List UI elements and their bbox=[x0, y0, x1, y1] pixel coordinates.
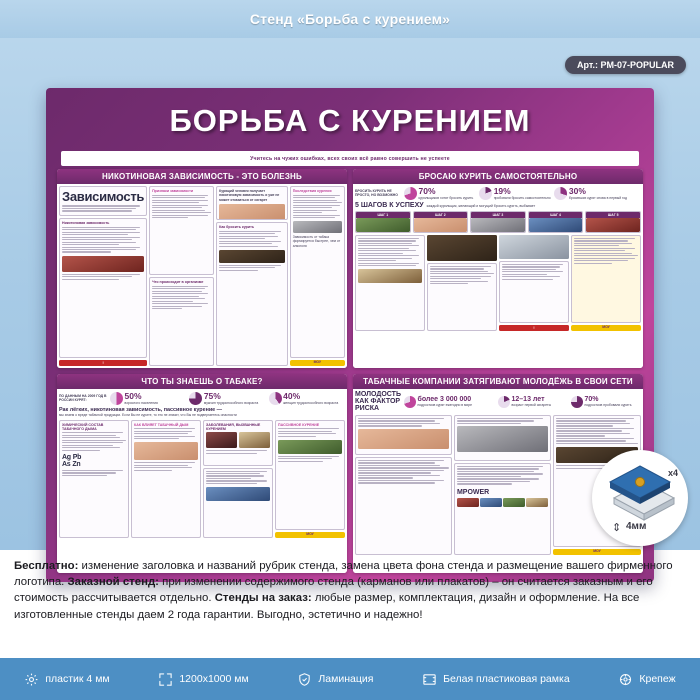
panel-2-steps bbox=[355, 211, 641, 233]
shield-icon bbox=[297, 672, 312, 687]
panel-4-stat-3-caption: подростков пробовали курить bbox=[584, 402, 632, 407]
panel-3-title: ЧТО ТЫ ЗНАЕШЬ О ТАБАКЕ? bbox=[57, 374, 347, 389]
panel-1-note: Зависимость от табака формируется быстрее, чем от алкоголя bbox=[292, 235, 341, 248]
stand-slogan: Учитесь на чужих ошибках, всех своих всё равно совершить не успеете bbox=[61, 151, 639, 166]
panel-3-body bbox=[57, 389, 347, 573]
thickness-count: x4 bbox=[667, 468, 678, 478]
panel-2-step-3 bbox=[470, 211, 526, 233]
panel-quit-smoking bbox=[353, 169, 643, 368]
free-label: Бесплатно: bbox=[14, 560, 79, 572]
panel-1-logo-badge: МОУ bbox=[290, 360, 345, 366]
footer-item-frame bbox=[422, 672, 570, 687]
panel-3-stat-3-value: 40% bbox=[283, 391, 301, 401]
panel-2-stat-1-value: 70% bbox=[418, 186, 436, 196]
panel-3-subtitle: Рак лёгких, никотиновая зависимость, пассивное курение — bbox=[59, 407, 223, 414]
panel-2-steps-note: каждый курильщик, желающий и могущий бросить курить, выбывает bbox=[426, 204, 536, 209]
panel-4-stat-1-caption: подростков курят ежегодно в мире bbox=[417, 402, 473, 407]
order-text: любые размер, комплектация, дизайн и оформление. На все изготовленные стенды даем 2 года гарантии. Выгодно, эстетично и надежно! bbox=[14, 592, 640, 621]
stand-title-band bbox=[55, 95, 645, 147]
panel-3-stat-3-caption: женщин трудоспособного возраста bbox=[283, 401, 339, 405]
panel-2-alert: ! bbox=[499, 325, 569, 331]
gear-icon bbox=[24, 672, 39, 687]
panel-4-stat-3-value: 70% bbox=[584, 395, 599, 403]
panel-3-stat-1-value: 50% bbox=[124, 391, 142, 401]
panel-4-logo-badge: МОУ bbox=[553, 549, 641, 555]
panel-3-element-2: Pb bbox=[72, 453, 82, 461]
article-code: PM-07-POPULAR bbox=[600, 60, 674, 70]
panel-2-step-5-label: ШАГ 5 bbox=[586, 212, 640, 218]
panel-1-sub-caption: Курящий человек получает никотиновую зависимость и уже не может отказаться от сигарет bbox=[219, 189, 280, 202]
panel-2-step-1 bbox=[355, 211, 411, 233]
order-label: Стенды на заказ: bbox=[214, 592, 312, 605]
panel-2-step-4 bbox=[528, 211, 584, 233]
panel-2-logo-badge: МОУ bbox=[571, 325, 641, 331]
panel-1-block-3: Что происходит в организме bbox=[152, 280, 204, 284]
panel-tobacco-knowledge bbox=[57, 374, 347, 573]
footer-label-fastener: Крепеж bbox=[639, 673, 676, 685]
thickness-arrow-icon: ⇕ bbox=[612, 522, 622, 534]
footer-bar bbox=[0, 658, 700, 700]
footer-item-material bbox=[24, 672, 109, 687]
custom-label: Заказной стенд: bbox=[67, 576, 159, 589]
panel-3-block-2: КАК ВЛИЯЕТ ТАБАЧНЫЙ ДЫМ bbox=[134, 422, 189, 427]
panel-2-step-2 bbox=[413, 211, 469, 233]
top-bar bbox=[0, 0, 700, 38]
frame-icon bbox=[422, 672, 437, 687]
panel-1-block-2: Признаки зависимости bbox=[152, 189, 194, 193]
footer-label-material: пластик 4 мм bbox=[45, 673, 110, 685]
stand-board bbox=[46, 88, 654, 582]
panel-2-step-1-label: ШАГ 1 bbox=[356, 212, 410, 218]
panel-3-subtitle-2: мы знаем о вреде табачной продукции. Если Вы не курите, то это не значит, что Вы не подвергаетесь опасности bbox=[59, 413, 237, 418]
custom-text: при изменении содержимого стенда (карманов или плакатов) – он считается заказным и его стоимость рассчитывается отдельно. bbox=[14, 576, 653, 605]
panel-3-element-1: Ag bbox=[62, 453, 71, 461]
stand-main-title: БОРЬБА С КУРЕНИЕМ bbox=[169, 103, 531, 138]
panel-3-data-note: ПО ДАННЫМ НА 2009 ГОД В РОССИИ КУРЯТ: bbox=[59, 393, 107, 403]
panel-3-block-4: ПАССИВНОЕ КУРЕНИЕ bbox=[278, 422, 320, 427]
panel-4-mpower: MPOWER bbox=[456, 488, 490, 496]
panel-3-block-3: ЗАБОЛЕВАНИЯ, ВЫЗВАННЫЕ КУРЕНИЕМ bbox=[206, 422, 261, 431]
arrows-icon bbox=[158, 672, 173, 687]
article-badge bbox=[565, 56, 686, 74]
panel-3-element-3: As bbox=[62, 460, 71, 468]
panel-4-stat-2-caption: возраст первой сигареты bbox=[511, 402, 552, 407]
footer-label-lamination: Ламинация bbox=[318, 673, 374, 685]
panel-4-stat-2-value: 12–13 лет bbox=[511, 395, 545, 403]
panel-2-step-3-label: ШАГ 3 bbox=[471, 212, 525, 218]
panel-4-stat-1-value: более 3 000 000 bbox=[417, 395, 472, 403]
footer-label-size: 1200x1000 мм bbox=[179, 673, 249, 685]
panel-3-stat-2-value: 75% bbox=[203, 391, 221, 401]
panel-2-stat-2-value: 19% bbox=[493, 186, 511, 196]
panel-nicotine-addiction bbox=[57, 169, 347, 368]
description-text bbox=[0, 550, 700, 642]
panel-3-block-1: ХИМИЧЕСКИЙ СОСТАВ ТАБАЧНОГО ДЫМА bbox=[62, 422, 104, 431]
page-title: Стенд «Борьба с курением» bbox=[249, 11, 451, 27]
footer-item-fastener bbox=[618, 672, 675, 687]
panel-2-intro: БРОСИТЬ КУРИТЬ НЕ ПРОСТО, НО ВОЗМОЖНО bbox=[355, 188, 398, 198]
panel-1-block-4: Как бросить курить bbox=[219, 225, 255, 229]
panel-2-stat-3-value: 30% bbox=[568, 186, 586, 196]
footer-label-frame: Белая пластиковая рамка bbox=[443, 673, 570, 685]
panel-3-element-4: Zn bbox=[72, 460, 81, 468]
footer-item-size bbox=[158, 672, 248, 687]
panel-1-block-5: Последствия курения bbox=[292, 189, 332, 193]
panel-2-stat-3-caption: бросивших курят снова в первый год bbox=[568, 196, 628, 200]
stand-panels-grid bbox=[57, 169, 643, 573]
panel-2-step-4-label: ШАГ 4 bbox=[529, 212, 583, 218]
thickness-badge bbox=[592, 450, 688, 546]
panel-3-stat-1-caption: взрослого населения bbox=[124, 401, 158, 405]
product-image-canvas bbox=[0, 38, 700, 554]
free-text: изменение заголовка и названий рубрик стенда, замена цвета фона стенда и размещение вашего фирменного логотипа. bbox=[14, 560, 673, 589]
panel-2-body bbox=[353, 184, 643, 368]
panel-1-big-word: Зависимость bbox=[62, 189, 145, 205]
panel-2-stat-1-caption: курильщиков хотят бросить курить bbox=[418, 196, 474, 200]
panel-4-title: ТАБАЧНЫЕ КОМПАНИИ ЗАТЯГИВАЮТ МОЛОДЁЖЬ В СВОИ СЕТИ bbox=[353, 374, 643, 389]
panel-3-stat-2-caption: мужчин трудоспособного возраста bbox=[203, 401, 259, 405]
panel-3-logo-badge: МОУ bbox=[275, 532, 345, 538]
panel-2-steps-title: 5 ШАГОВ К УСПЕХУ bbox=[355, 202, 424, 210]
panel-1-warning: ! bbox=[59, 360, 147, 366]
thickness-value: 4мм bbox=[626, 521, 647, 532]
panel-1-title: НИКОТИНОВАЯ ЗАВИСИМОСТЬ - ЭТО БОЛЕЗНЬ bbox=[57, 169, 347, 184]
footer-item-lamination bbox=[297, 672, 373, 687]
panel-1-block-1: Никотиновая зависимость bbox=[62, 221, 110, 225]
panel-2-stat-2-caption: пробовали бросить самостоятельно bbox=[493, 196, 551, 200]
panel-2-title: БРОСАЮ КУРИТЬ САМОСТОЯТЕЛЬНО bbox=[353, 169, 643, 184]
article-label: Арт.: bbox=[576, 60, 598, 70]
screw-icon bbox=[618, 672, 633, 687]
panel-4-subtitle: МОЛОДОСТЬ КАК ФАКТОР РИСКА bbox=[355, 391, 401, 412]
panel-2-step-2-label: ШАГ 2 bbox=[414, 212, 468, 218]
panel-1-body bbox=[57, 184, 347, 368]
panel-2-step-5 bbox=[585, 211, 641, 233]
